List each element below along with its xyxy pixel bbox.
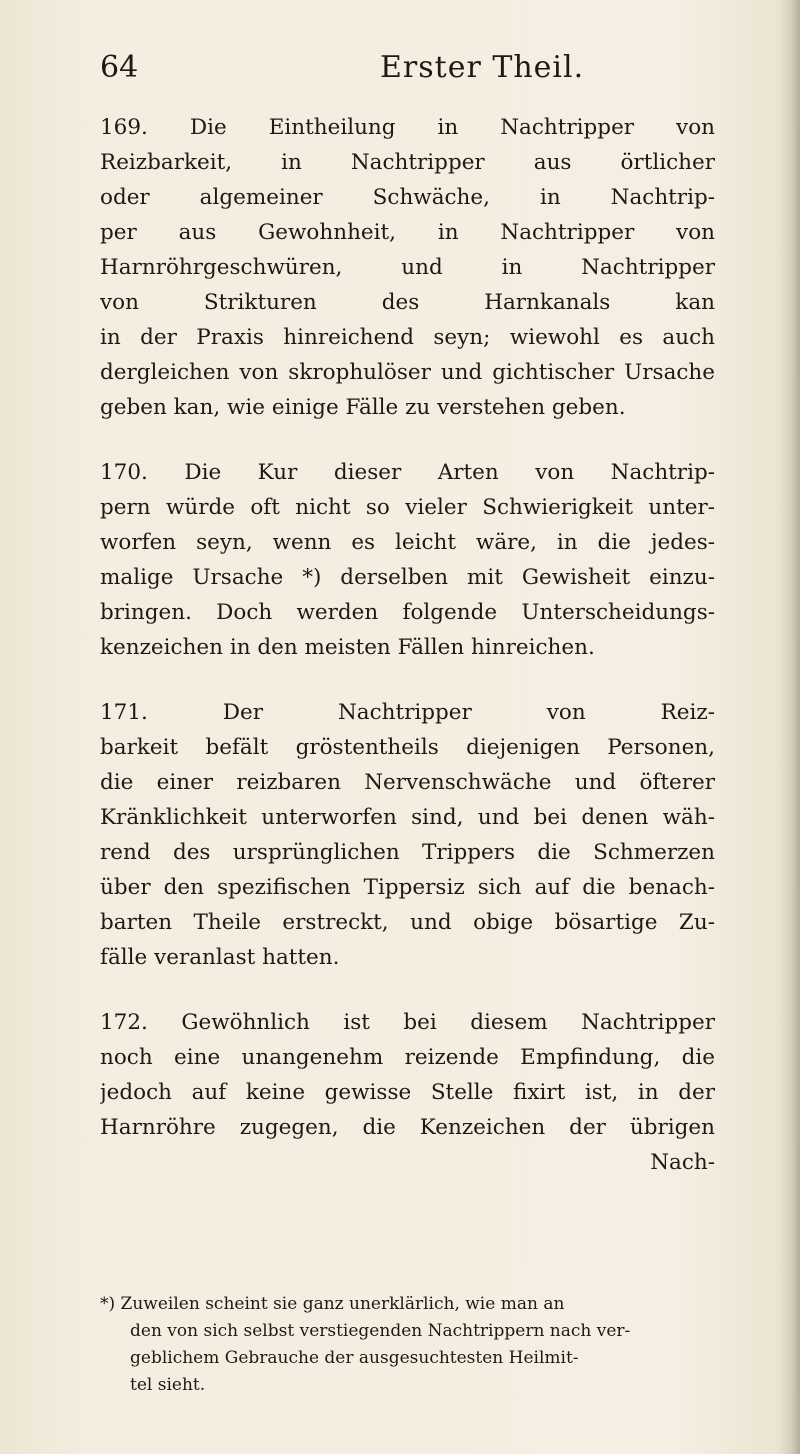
text-line: 169. Die Eintheilung in Nachtripper von xyxy=(100,115,715,140)
text-line: geben kan, wie einige Fälle zu verstehen geben. xyxy=(100,395,626,420)
text-line: 170. Die Kur dieser Arten von Nachtrip- xyxy=(100,460,715,485)
footnote-line: *) Zuweilen scheint sie ganz unerklärlich, wie man an xyxy=(100,1294,565,1314)
body-text xyxy=(100,110,715,1210)
paragraph-169 xyxy=(100,110,715,425)
text-line: noch eine unangenehm reizende Empfindung, die xyxy=(100,1045,715,1070)
text-line: fälle veranlast hatten. xyxy=(100,945,340,970)
text-line: barkeit befält gröstentheils diejenigen Personen, xyxy=(100,735,715,760)
footnote-line: den von sich selbst verstiegenden Nachtrippern nach ver- xyxy=(130,1321,631,1341)
page-number: 64 xyxy=(100,50,139,85)
text-line: per aus Gewohnheit, in Nachtripper von xyxy=(100,220,715,245)
text-line: Kränklichkeit unterworfen sind, und bei denen wäh- xyxy=(100,805,715,830)
running-head: Erster Theil. xyxy=(380,50,585,85)
text-line: 171. Der Nachtripper von Reiz- xyxy=(100,700,715,725)
footnote-line: geblichem Gebrauche der ausgesuchtesten Heilmit- xyxy=(130,1348,579,1368)
text-line: rend des ursprünglichen Trippers die Schmerzen xyxy=(100,840,715,865)
paragraph-172 xyxy=(100,1005,715,1180)
text-line: 172. Gewöhnlich ist bei diesem Nachtripper xyxy=(100,1010,715,1035)
text-line: pern würde oft nicht so vieler Schwierigkeit unter- xyxy=(100,495,715,520)
text-line: oder algemeiner Schwäche, in Nachtrip- xyxy=(100,185,715,210)
text-line: kenzeichen in den meisten Fällen hinreichen. xyxy=(100,635,595,660)
text-line: von Strikturen des Harnkanals kan xyxy=(100,290,715,315)
footnote-line: tel sieht. xyxy=(130,1375,206,1395)
page-edge-shadow xyxy=(778,0,800,1454)
text-line: worfen seyn, wenn es leicht wäre, in die jedes- xyxy=(100,530,715,555)
text-line: dergleichen von skrophulöser und gichtischer Ursache xyxy=(100,360,715,385)
text-line: über den spezifischen Tippersiz sich auf die benach- xyxy=(100,875,715,900)
text-line: Harnröhrgeschwüren, und in Nachtripper xyxy=(100,255,715,280)
footnote xyxy=(100,1291,715,1399)
text-line: Harnröhre zugegen, die Kenzeichen der übrigen xyxy=(100,1115,715,1140)
text-line: in der Praxis hinreichend seyn; wiewohl es auch xyxy=(100,325,715,350)
text-line: barten Theile erstreckt, und obige bösartige Zu- xyxy=(100,910,715,935)
text-line: bringen. Doch werden folgende Unterscheidungs- xyxy=(100,600,715,625)
text-line: jedoch auf keine gewisse Stelle fixirt ist, in der xyxy=(100,1080,715,1105)
paragraph-171 xyxy=(100,695,715,975)
paragraph-170 xyxy=(100,455,715,665)
catchword: Nach- xyxy=(650,1150,715,1175)
text-line: Reizbarkeit, in Nachtripper aus örtlicher xyxy=(100,150,715,175)
text-line: malige Ursache *) derselben mit Gewisheit einzu- xyxy=(100,565,715,590)
text-line: die einer reizbaren Nervenschwäche und öfterer xyxy=(100,770,715,795)
page-header xyxy=(100,50,740,100)
